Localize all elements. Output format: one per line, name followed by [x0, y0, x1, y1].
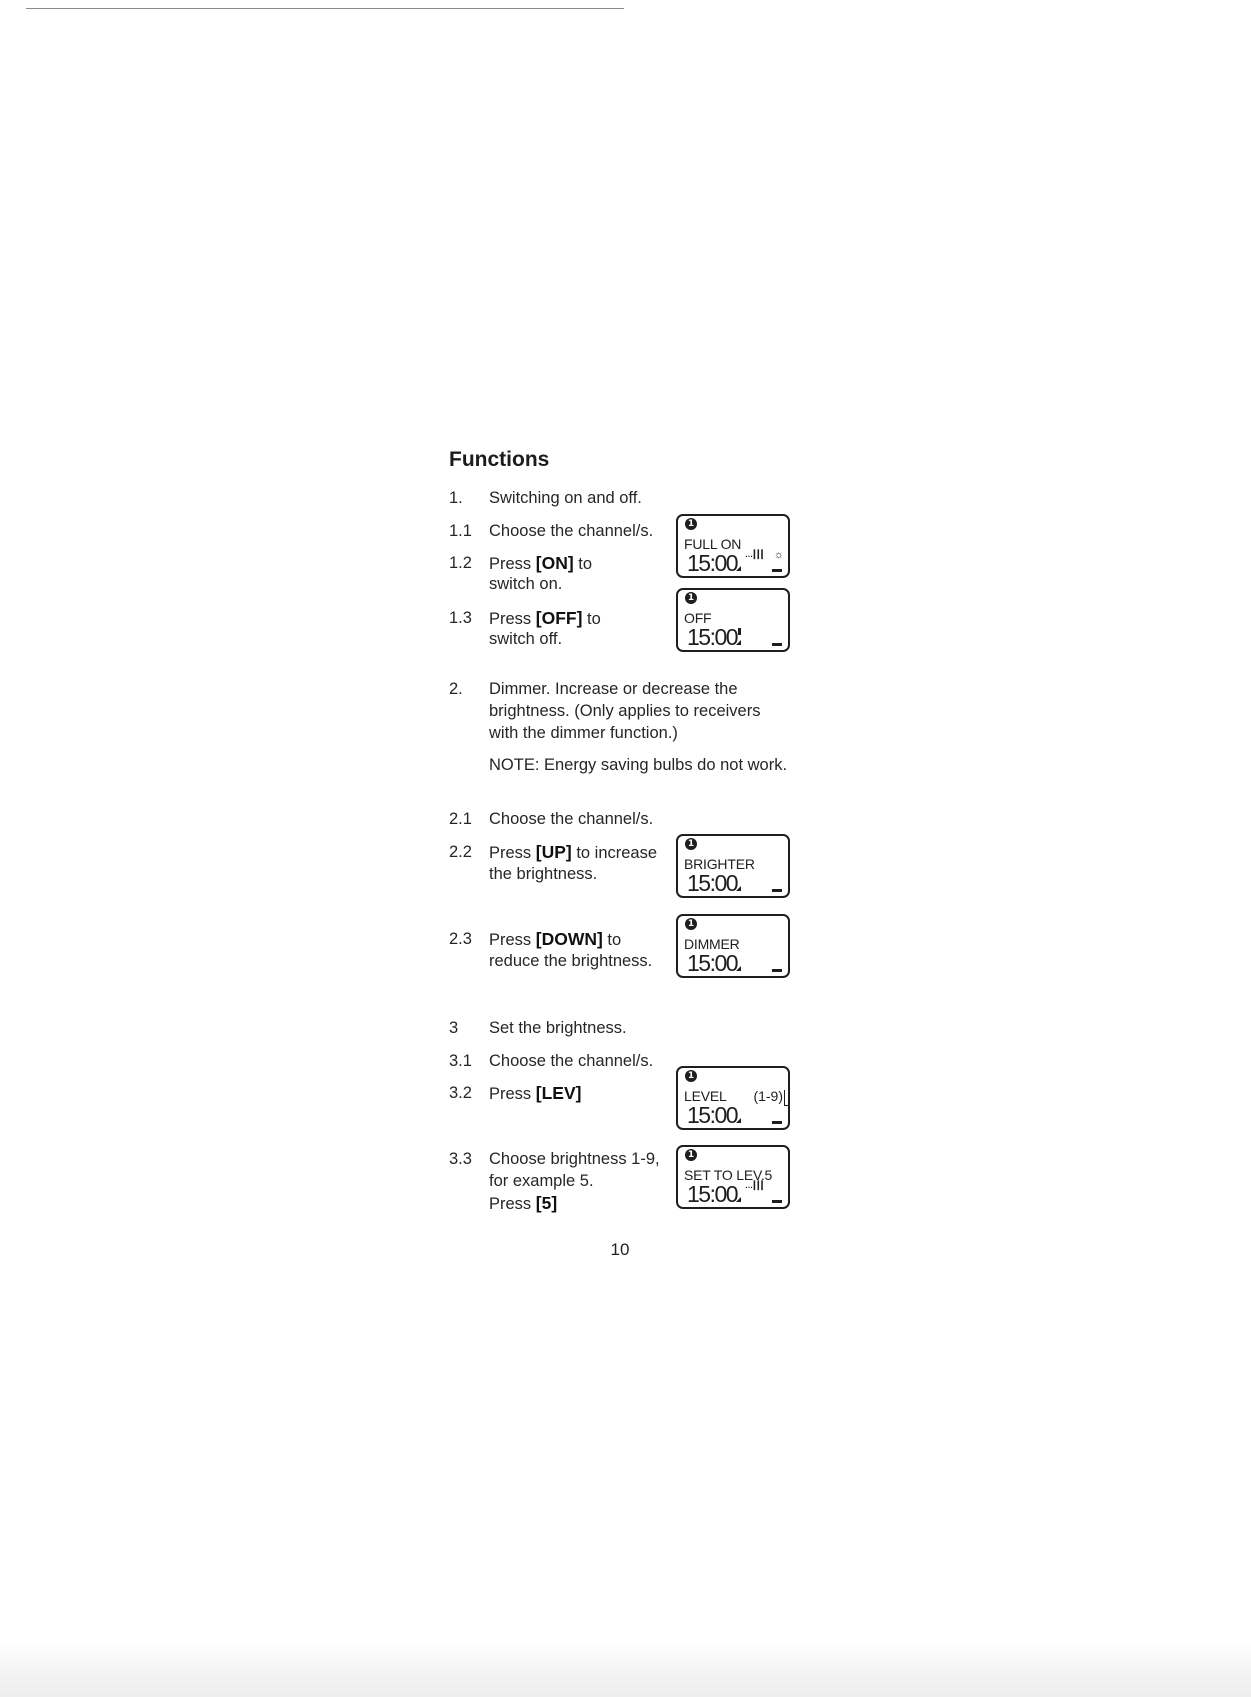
triangle-icon — [736, 1197, 741, 1202]
dash-icon — [772, 889, 782, 892]
text-run: brightness. (Only applies to receivers — [489, 702, 761, 720]
step-text — [489, 1192, 557, 1215]
step-text — [489, 628, 562, 650]
level-bars-icon: …┃┃┃ — [745, 1181, 764, 1190]
step-text — [489, 1148, 660, 1170]
lcd-time: 15:00 — [687, 950, 738, 976]
dash-icon — [772, 969, 782, 972]
page-number: 10 — [610, 1240, 630, 1259]
lcd-status-text: FULL ON — [684, 536, 742, 552]
channel-icon: 1 — [685, 1149, 697, 1161]
channel-icon: 1 — [685, 518, 697, 530]
step-number: 3 — [449, 1019, 459, 1037]
text-run: Choose the channel/s. — [489, 1052, 654, 1070]
lcd-range-text: (1-9) — [753, 1088, 783, 1104]
step-number: 1.3 — [449, 609, 472, 627]
dash-icon — [772, 1200, 782, 1203]
lcd-status-text: BRIGHTER — [684, 856, 755, 872]
text-run: to — [573, 555, 593, 573]
triangle-icon — [736, 1118, 741, 1123]
lcd-time: 15:00 — [687, 624, 738, 650]
text-run: for example 5. — [489, 1172, 594, 1190]
step-number: 2. — [449, 680, 463, 698]
text-run: the brightness. — [489, 865, 598, 883]
step-text — [489, 700, 760, 722]
step-number: 3.2 — [449, 1084, 472, 1102]
step-number: 1.2 — [449, 554, 472, 572]
text-run: switch on. — [489, 575, 563, 593]
dash-icon — [772, 643, 782, 646]
triangle-icon — [736, 966, 741, 971]
step-text — [489, 928, 621, 951]
button-key-label: [OFF] — [535, 608, 583, 628]
button-key-label: [5] — [535, 1193, 558, 1213]
step-text — [489, 722, 678, 744]
button-key-label: [LEV] — [535, 1083, 582, 1103]
step-number: 2.3 — [449, 930, 472, 948]
button-key-label: [DOWN] — [535, 929, 603, 949]
blink-icon — [738, 628, 741, 635]
lcd-status-text: LEVEL — [684, 1088, 727, 1104]
bulb-icon: ☼ — [773, 549, 784, 561]
text-run: Press — [489, 844, 536, 862]
lcd-time: 15:00 — [687, 550, 738, 576]
channel-icon: 1 — [685, 838, 697, 850]
level-bars-icon: …┃┃┃ — [745, 550, 764, 559]
step-text — [489, 1082, 581, 1105]
step-number: 3.1 — [449, 1052, 472, 1070]
lcd-display — [676, 914, 790, 978]
step-text — [489, 607, 601, 630]
step-number: 1.1 — [449, 522, 472, 540]
lcd-time: 15:00 — [687, 870, 738, 896]
text-run: Switching on and off. — [489, 489, 642, 507]
text-run: reduce the brightness. — [489, 952, 653, 970]
lcd-display — [676, 1145, 790, 1209]
step-text — [489, 552, 592, 575]
scan-shadow — [0, 1640, 1251, 1697]
text-run: to — [602, 931, 622, 949]
lcd-status-text: SET TO LEV.5 — [684, 1167, 773, 1183]
lcd-display — [676, 834, 790, 898]
text-run: NOTE: Energy saving bulbs do not work. — [489, 756, 788, 774]
text-run: Press — [489, 555, 536, 573]
step-text — [489, 1170, 594, 1192]
text-run: Press — [489, 1085, 536, 1103]
text-run: Press — [489, 931, 536, 949]
step-text — [489, 950, 652, 972]
step-text — [489, 573, 562, 595]
step-number: 3.3 — [449, 1150, 472, 1168]
step-text — [489, 863, 597, 885]
lcd-time: 15:00 — [687, 1102, 738, 1128]
lcd-status-text: OFF — [684, 610, 712, 626]
channel-icon: 1 — [685, 918, 697, 930]
section-heading: Functions — [449, 448, 550, 471]
step-text — [489, 520, 653, 542]
channel-icon: 1 — [685, 1070, 697, 1082]
button-key-label: [UP] — [535, 842, 572, 862]
triangle-icon — [736, 886, 741, 891]
text-run: Set the brightness. — [489, 1019, 627, 1037]
step-number: 1. — [449, 489, 463, 507]
lcd-time: 15:00 — [687, 1181, 738, 1207]
step-text — [489, 1017, 627, 1039]
text-run: to — [582, 610, 601, 628]
step-text — [489, 487, 642, 509]
step-number: 2.2 — [449, 843, 472, 861]
top-rule — [26, 8, 624, 9]
level-hook-icon — [784, 1090, 789, 1106]
triangle-icon — [736, 640, 741, 645]
triangle-icon — [736, 566, 741, 571]
lcd-display — [676, 514, 790, 578]
text-run: with the dimmer function.) — [489, 724, 678, 742]
step-text — [489, 678, 738, 700]
step-text — [489, 754, 787, 776]
step-text — [489, 1050, 653, 1072]
text-run: to increase — [571, 844, 658, 862]
lcd-display — [676, 588, 790, 652]
text-run: Press — [489, 610, 536, 628]
lcd-display — [676, 1066, 790, 1130]
lcd-status-text: DIMMER — [684, 936, 740, 952]
text-run: Choose brightness 1-9, — [489, 1150, 660, 1168]
text-run: Choose the channel/s. — [489, 810, 654, 828]
button-key-label: [ON] — [535, 553, 574, 573]
text-run: Dimmer. Increase or decrease the — [489, 680, 738, 698]
text-run: Choose the channel/s. — [489, 522, 654, 540]
text-run: switch off. — [489, 630, 563, 648]
text-run: Press — [489, 1195, 536, 1213]
step-text — [489, 808, 653, 830]
step-text — [489, 841, 657, 864]
dash-icon — [772, 1121, 782, 1124]
channel-icon: 1 — [685, 592, 697, 604]
step-number: 2.1 — [449, 810, 472, 828]
dash-icon — [772, 569, 782, 572]
